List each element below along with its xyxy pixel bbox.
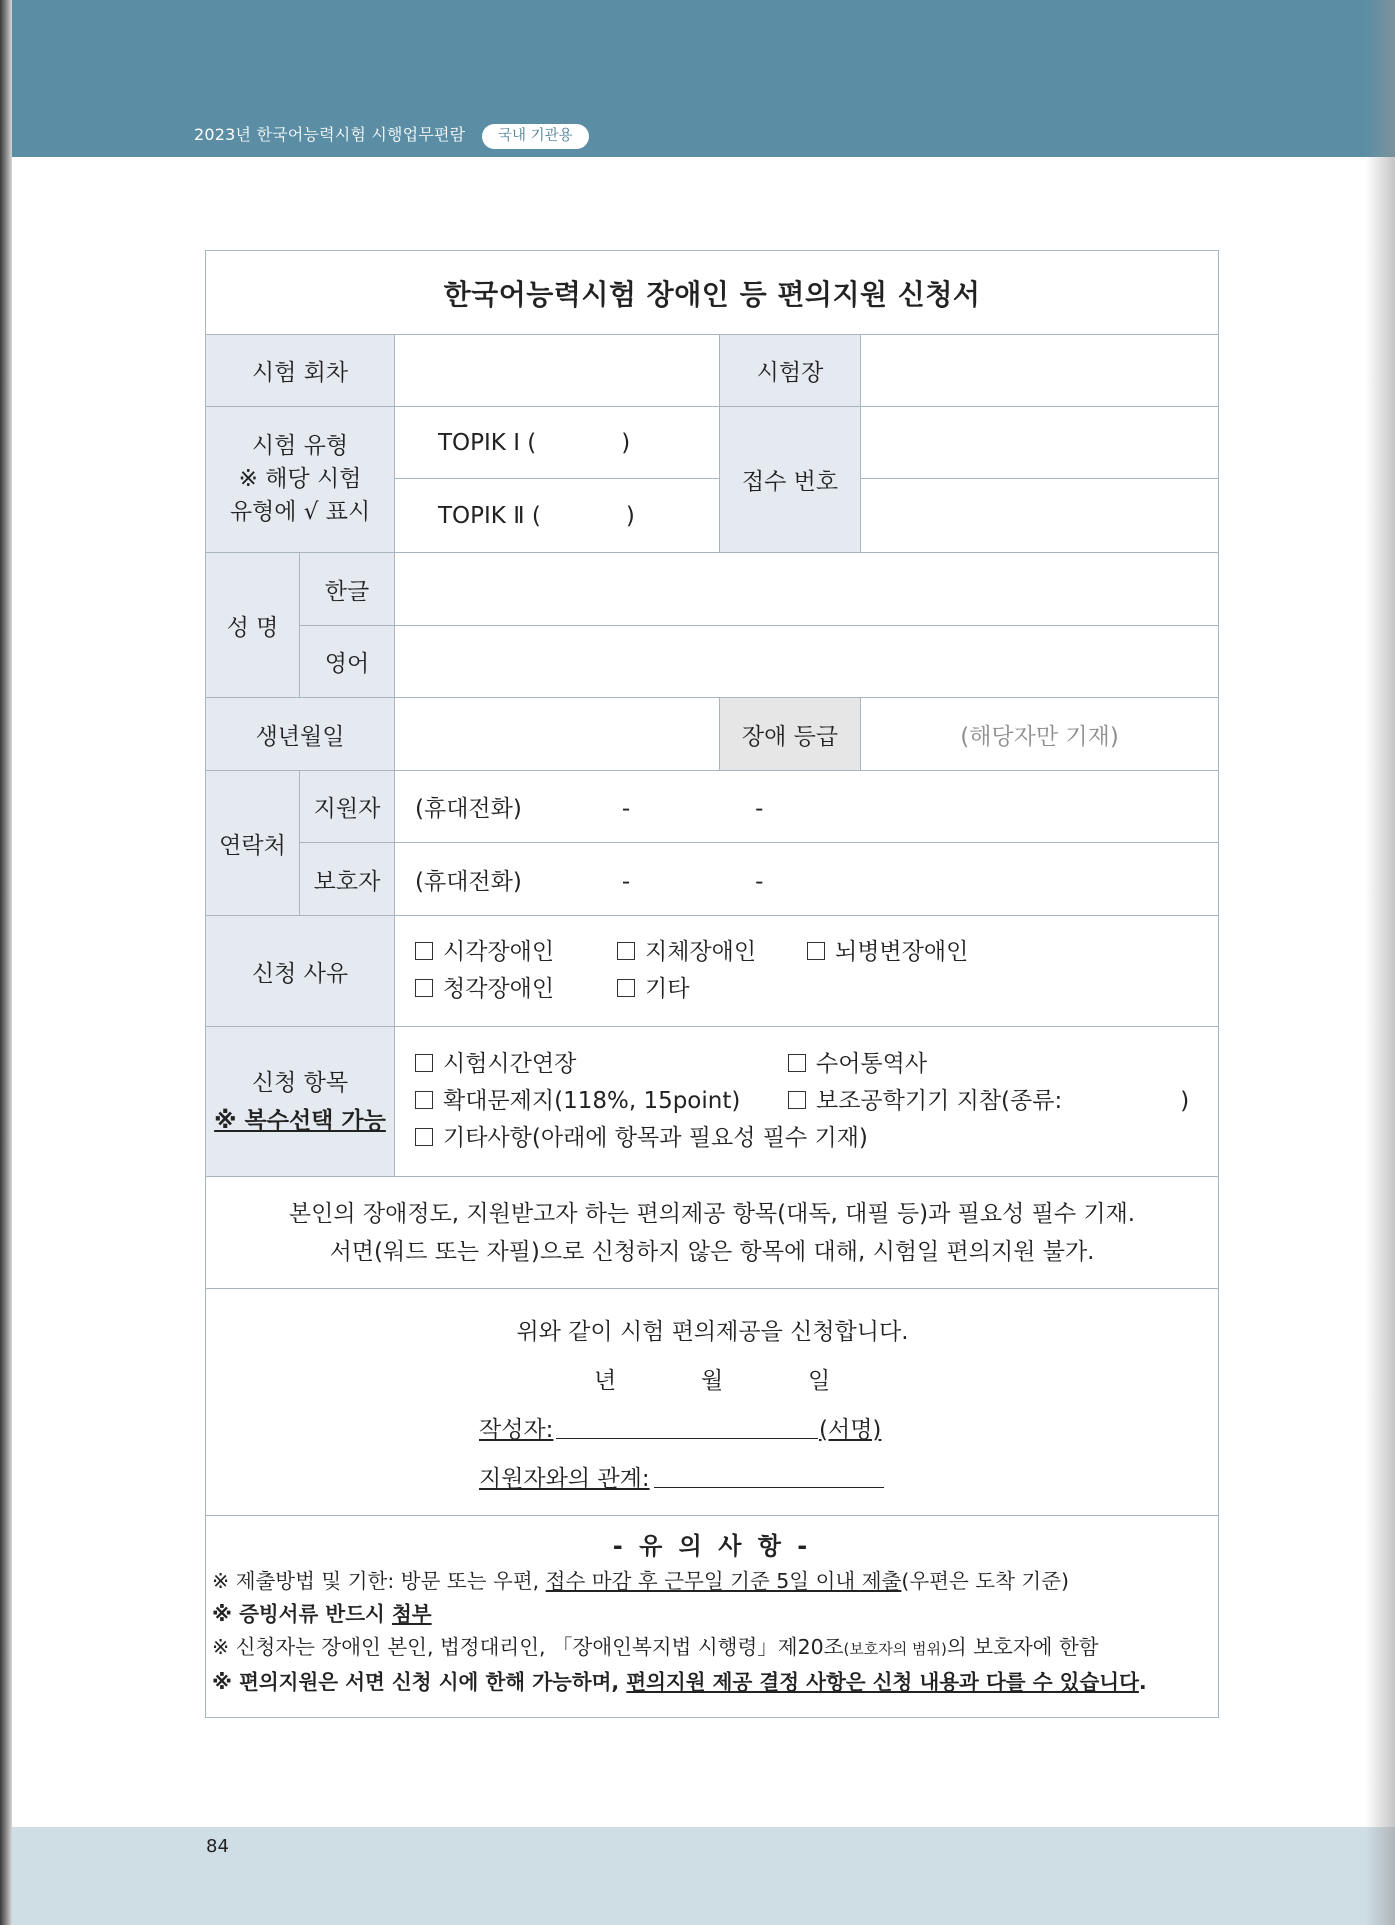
relation-line[interactable] <box>654 1487 884 1488</box>
reason-option-visual[interactable]: 시각장애인 <box>415 934 617 971</box>
applicant-phone-dash-2: - <box>755 796 764 822</box>
exam-type-label-cell <box>206 407 395 553</box>
item-option-assistive-device[interactable]: 보조공학기기 지참(종류: ) <box>788 1083 1189 1120</box>
receipt-number-field-2[interactable] <box>861 479 1219 553</box>
checkbox-icon[interactable] <box>415 1091 433 1109</box>
item-option-sign-language[interactable]: 수어통역사 <box>788 1046 927 1083</box>
caution-line-3: ※ 신청자는 장애인 본인, 법정대리인, 「장애인복지법 시행령」제20조(보호자의 범위)의 보호자에 한함 <box>212 1635 1099 1659</box>
topik2-label: TOPIK Ⅱ ( <box>438 502 541 529</box>
caution-line-4: ※ 편의지원은 서면 신청 시에 한해 가능하며, 편의지원 제공 결정 사항은 신청 내용과 다를 수 있습니다. <box>212 1670 1147 1694</box>
checkbox-icon[interactable] <box>415 1054 433 1072</box>
checkbox-icon[interactable] <box>415 1128 433 1146</box>
apply-statement: 위와 같이 시험 편의제공을 신청합니다. <box>516 1319 909 1345</box>
checkbox-icon[interactable] <box>415 942 433 960</box>
caution-line-2: ※ 증빙서류 반드시 첨부 <box>212 1602 432 1626</box>
birth-date-label: 생년월일 <box>206 698 395 771</box>
signature-label: (서명) <box>819 1417 882 1443</box>
checkbox-icon[interactable] <box>788 1054 806 1072</box>
applicant-phone-dash-1: - <box>621 796 631 822</box>
topik1-close: ) <box>621 429 631 456</box>
reason-option-physical[interactable]: 지체장애인 <box>617 934 807 971</box>
exam-type-note-1: ※ 해당 시험 <box>238 466 362 492</box>
checkbox-icon[interactable] <box>415 979 433 997</box>
topik1-option[interactable] <box>395 407 720 479</box>
guardian-phone-dash-1: - <box>621 868 631 895</box>
items-label-cell <box>206 1027 395 1177</box>
exam-type-label: 시험 유형 <box>251 433 349 459</box>
applicant-phone-prefix: (휴대전화) <box>415 796 522 822</box>
reason-option-brain-lesion[interactable]: 뇌병변장애인 <box>807 934 968 971</box>
notice-line-1: 본인의 장애정도, 지원받고자 하는 편의제공 항목(대독, 대필 등)과 필요성 필수 기재. <box>288 1200 1136 1227</box>
korean-name-field[interactable] <box>395 553 1219 626</box>
writer-signature-line[interactable] <box>556 1438 818 1439</box>
guardian-phone-dash-2: - <box>755 868 764 895</box>
exam-site-field[interactable] <box>861 335 1219 407</box>
exam-site-label: 시험장 <box>720 335 861 407</box>
reason-option-hearing[interactable]: 청각장애인 <box>415 971 617 1008</box>
topik1-label: TOPIK Ⅰ ( <box>438 429 537 456</box>
exam-round-label: 시험 회차 <box>206 335 395 407</box>
notice-line-2: 서면(워드 또는 자필)으로 신청하지 않은 항목에 대해, 시험일 편의지원 불가. <box>329 1238 1095 1265</box>
receipt-number-field-1[interactable] <box>861 407 1219 479</box>
page-edge-shadow <box>1365 0 1395 1925</box>
english-name-label: 영어 <box>300 626 395 698</box>
reason-options <box>395 916 1219 1027</box>
book-spine-shadow <box>0 0 12 1925</box>
application-form <box>205 250 1219 1718</box>
reason-label: 신청 사유 <box>206 916 395 1027</box>
header-title: 2023년 한국어능력시험 시행업무편람 <box>194 125 466 144</box>
page-number: 84 <box>206 1836 229 1857</box>
topik2-option[interactable] <box>395 479 720 553</box>
caution-cell <box>206 1516 1219 1718</box>
relation-label: 지원자와의 관계: <box>479 1466 650 1492</box>
caution-title: - 유 의 사 항 - <box>612 1532 812 1560</box>
applicant-phone-field[interactable] <box>395 771 1219 843</box>
topik2-close: ) <box>625 502 635 529</box>
guardian-label: 보호자 <box>300 843 395 916</box>
items-note: ※ 복수선택 가능 <box>214 1107 386 1134</box>
disability-grade-label: 장애 등급 <box>720 698 861 771</box>
caution-line-1: ※ 제출방법 및 기한: 방문 또는 우편, 접수 마감 후 근무일 기준 5일 이내 제출(우편은 도착 기준) <box>212 1569 1070 1593</box>
items-options <box>395 1027 1219 1177</box>
checkbox-icon[interactable] <box>617 979 635 997</box>
guardian-phone-prefix: (휴대전화) <box>415 868 522 895</box>
date-day[interactable]: 일 <box>808 1368 831 1394</box>
exam-round-field[interactable] <box>395 335 720 407</box>
checkbox-icon[interactable] <box>807 942 825 960</box>
writer-label: 작성자: <box>479 1417 554 1443</box>
item-option-enlarged-paper[interactable]: 확대문제지(118%, 15point) <box>415 1083 788 1120</box>
disability-grade-hint[interactable]: (해당자만 기재) <box>861 698 1219 771</box>
items-label: 신청 항목 <box>251 1069 349 1096</box>
applicant-label: 지원자 <box>300 771 395 843</box>
notice-cell <box>206 1177 1219 1289</box>
birth-date-field[interactable] <box>395 698 720 771</box>
form-title: 한국어능력시험 장애인 등 편의지원 신청서 <box>206 251 1219 335</box>
item-option-other[interactable]: 기타사항(아래에 항목과 필요성 필수 기재) <box>415 1120 868 1157</box>
name-label: 성 명 <box>206 553 300 698</box>
receipt-number-label: 접수 번호 <box>720 407 861 553</box>
date-year[interactable]: 년 <box>594 1368 617 1394</box>
contact-label: 연락처 <box>206 771 300 916</box>
checkbox-icon[interactable] <box>788 1091 806 1109</box>
checkbox-icon[interactable] <box>617 942 635 960</box>
exam-type-note-2: 유형에 √ 표시 <box>229 499 371 525</box>
header-badge: 국내 기관용 <box>482 124 589 149</box>
korean-name-label: 한글 <box>300 553 395 626</box>
reason-option-other[interactable]: 기타 <box>617 971 689 1008</box>
english-name-field[interactable] <box>395 626 1219 698</box>
date-month[interactable]: 월 <box>701 1368 724 1394</box>
signature-cell <box>206 1289 1219 1516</box>
item-option-extra-time[interactable]: 시험시간연장 <box>415 1046 788 1083</box>
guardian-phone-field[interactable] <box>395 843 1219 916</box>
